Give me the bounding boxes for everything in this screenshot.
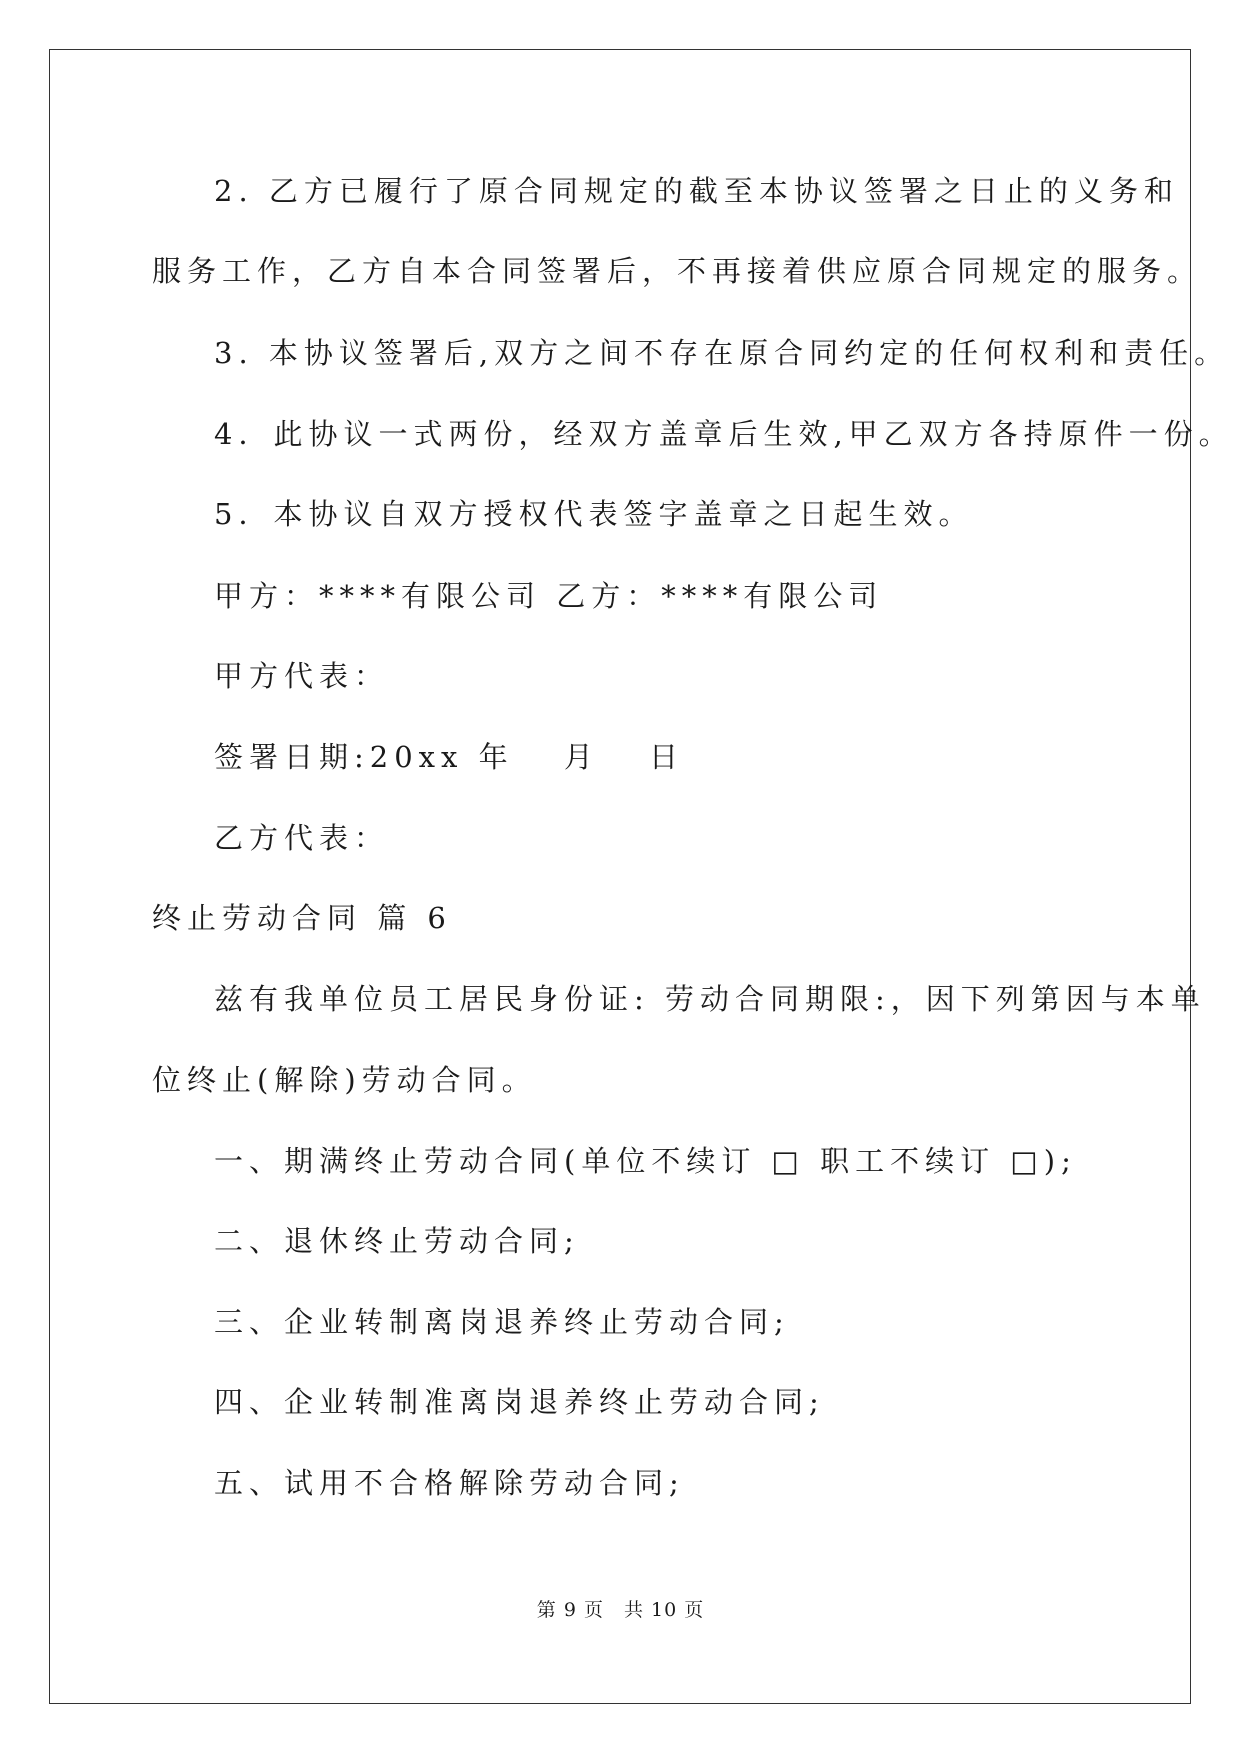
page-border (49, 49, 1191, 1704)
reason-item-4: 四、企业转制准离岗退养终止劳动合同; (214, 1385, 825, 1419)
reason-item-3: 三、企业转制离岗退养终止劳动合同; (214, 1305, 790, 1339)
paragraph-clause-5: 5．本协议自双方授权代表签字盖章之日起生效。 (214, 497, 974, 531)
reason-item-2: 二、退休终止劳动合同; (214, 1224, 580, 1258)
paragraph-clause-2-continued: 服务工作，乙方自本合同签署后，不再接着供应原合同规定的服务。 (152, 254, 1203, 288)
reason-item-5: 五、试用不合格解除劳动合同; (214, 1466, 685, 1500)
notice-paragraph: 兹有我单位员工居民身份证: 劳动合同期限:，因下列第因与本单 (214, 982, 1206, 1016)
reason-item-1: 一、期满终止劳动合同(单位不续订 □ 职工不续订 □); (214, 1144, 1077, 1178)
paragraph-clause-2: 2. 乙方已履行了原合同规定的截至本协议签署之日止的义务和 (214, 174, 1179, 208)
party-a-representative: 甲方代表： (214, 659, 390, 693)
signing-date: 签署日期:20xx 年 月 日 (214, 740, 685, 774)
party-b-representative: 乙方代表： (214, 821, 390, 855)
page-number-footer: 第 9 页 共 10 页 (536, 1599, 705, 1621)
paragraph-clause-3: 3. 本协议签署后,双方之间不存在原合同约定的任何权利和责任。 (214, 336, 1230, 370)
notice-paragraph-continued: 位终止(解除)劳动合同。 (152, 1063, 537, 1097)
paragraph-clause-4: 4．此协议一式两份，经双方盖章后生效,甲乙双方各持原件一份。 (214, 417, 1234, 451)
section-heading: 终止劳动合同 篇 6 (152, 901, 452, 935)
party-names: 甲方：****有限公司 乙方：****有限公司 (214, 579, 884, 613)
